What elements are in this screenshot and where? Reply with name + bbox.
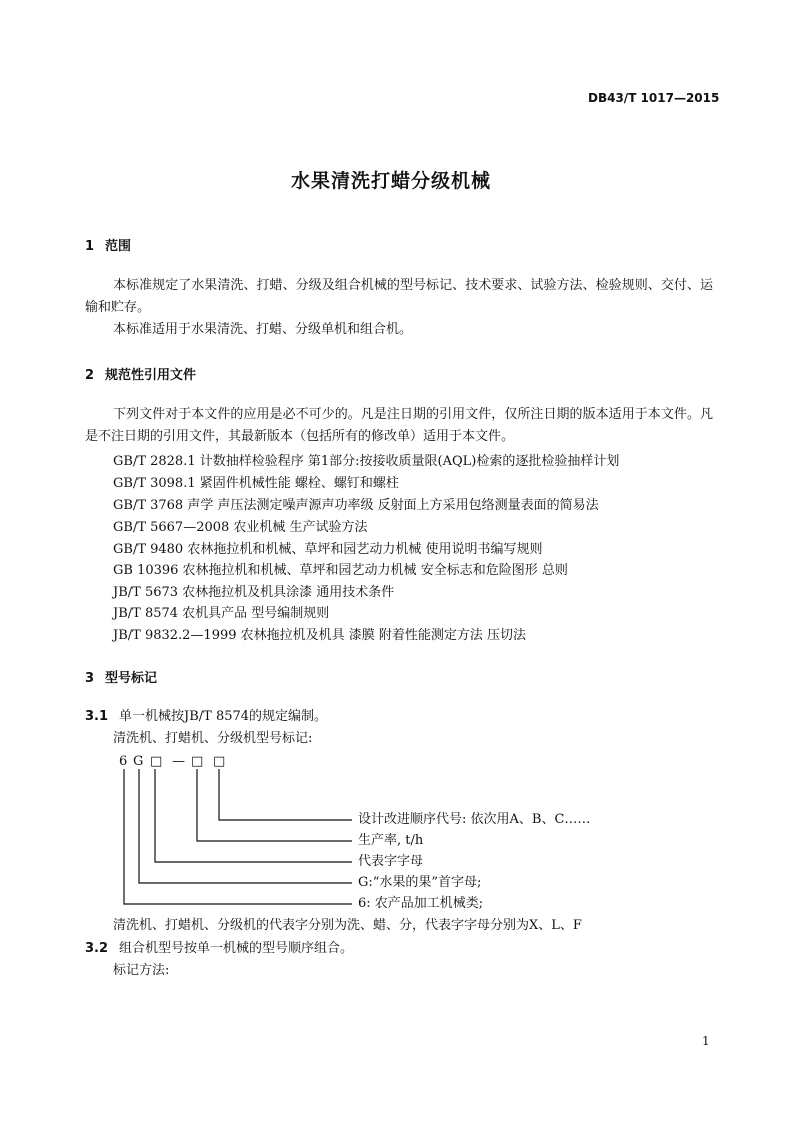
diagram-intro: 清洗机、打蜡机、分级机型号标记: bbox=[113, 731, 313, 746]
callout-revision: 设计改进顺序代号: 依次用A、B、C…… bbox=[358, 812, 591, 827]
reference-item: JB/T 5673 农林拖拉机及机具涂漆 通用技术条件 bbox=[113, 585, 395, 600]
leader-line-6 bbox=[124, 769, 352, 904]
clause-text: 组合机型号按单一机械的型号顺序组合。 bbox=[119, 941, 354, 956]
model-code-box: □ bbox=[150, 754, 163, 769]
page-title: 水果清洗打蜡分级机械 bbox=[291, 170, 492, 192]
page-number: 1 bbox=[702, 1034, 710, 1048]
model-code-box: □ bbox=[213, 754, 226, 769]
model-code-char-6: 6 bbox=[119, 754, 128, 769]
reference-item: JB/T 9832.2—1999 农林拖拉机及机具 漆膜 附着性能测定方法 压切法 bbox=[113, 628, 527, 643]
reference-item: JB/T 8574 农机具产品 型号编制规则 bbox=[113, 606, 330, 621]
leader-line-capacity bbox=[197, 769, 352, 841]
callout-letter: 代表字字母 bbox=[358, 854, 424, 869]
model-code-dash: — bbox=[172, 754, 185, 769]
standard-code: DB43/T 1017—2015 bbox=[588, 91, 720, 105]
reference-item: GB/T 2828.1 计数抽样检验程序 第1部分:按接收质量限(AQL)检索的逐批检验抽样计划 bbox=[113, 454, 620, 469]
clause-number: 3.2 bbox=[85, 941, 109, 956]
section-1-paragraph-2: 本标准适用于水果清洗、打蜡、分级单机和组合机。 bbox=[113, 322, 413, 337]
model-code-char-g: G bbox=[133, 754, 144, 769]
section-number: 1 bbox=[85, 239, 95, 254]
callout-6: 6: 农产品加工机械类; bbox=[358, 896, 484, 911]
section-number: 3 bbox=[85, 671, 95, 686]
section-title: 型号标记 bbox=[105, 671, 158, 686]
callout-capacity: 生产率, t/h bbox=[358, 833, 424, 848]
section-title: 范围 bbox=[105, 239, 132, 254]
reference-item: GB 10396 农林拖拉机和机械、草坪和园艺动力机械 安全标志和危险图形 总则 bbox=[113, 563, 568, 578]
clause-3-2 bbox=[85, 938, 353, 960]
callout-g: G:“水果的果”首字母; bbox=[358, 875, 482, 890]
reference-item: GB/T 5667—2008 农业机械 生产试验方法 bbox=[113, 520, 368, 535]
section-title: 规范性引用文件 bbox=[105, 368, 197, 383]
reference-item: GB/T 9480 农林拖拉机和机械、草坪和园艺动力机械 使用说明书编写规则 bbox=[113, 542, 543, 557]
section-number: 2 bbox=[85, 368, 95, 383]
marking-method: 标记方法: bbox=[113, 963, 170, 978]
reference-item: GB/T 3098.1 紧固件机械性能 螺栓、螺钉和螺柱 bbox=[113, 476, 399, 491]
leader-line-revision bbox=[219, 769, 352, 820]
model-code-box: □ bbox=[191, 754, 204, 769]
reference-item: GB/T 3768 声学 声压法测定噪声源声功率级 反射面上方采用包络测量表面的简易法 bbox=[113, 498, 599, 513]
section-1-paragraph-1: 本标准规定了水果清洗、打蜡、分级及组合机械的型号标记、技术要求、试验方法、检验规则、交付、运输和贮存。 bbox=[85, 278, 713, 315]
leader-line-g bbox=[139, 769, 352, 883]
leader-line-letter bbox=[155, 769, 352, 862]
section-2-intro: 下列文件对于本文件的应用是必不可少的。凡是注日期的引用文件，仅所注日期的版本适用于本文件。凡是不注日期的引用文件，其最新版本（包括所有的修改单）适用于本文件。 bbox=[85, 407, 713, 444]
model-note: 清洗机、打蜡机、分级机的代表字分别为洗、蜡、分，代表字字母分别为X、L、F bbox=[113, 918, 582, 933]
clause-text: 单一机械按JB/T 8574的规定编制。 bbox=[119, 709, 328, 724]
clause-number: 3.1 bbox=[85, 709, 109, 724]
